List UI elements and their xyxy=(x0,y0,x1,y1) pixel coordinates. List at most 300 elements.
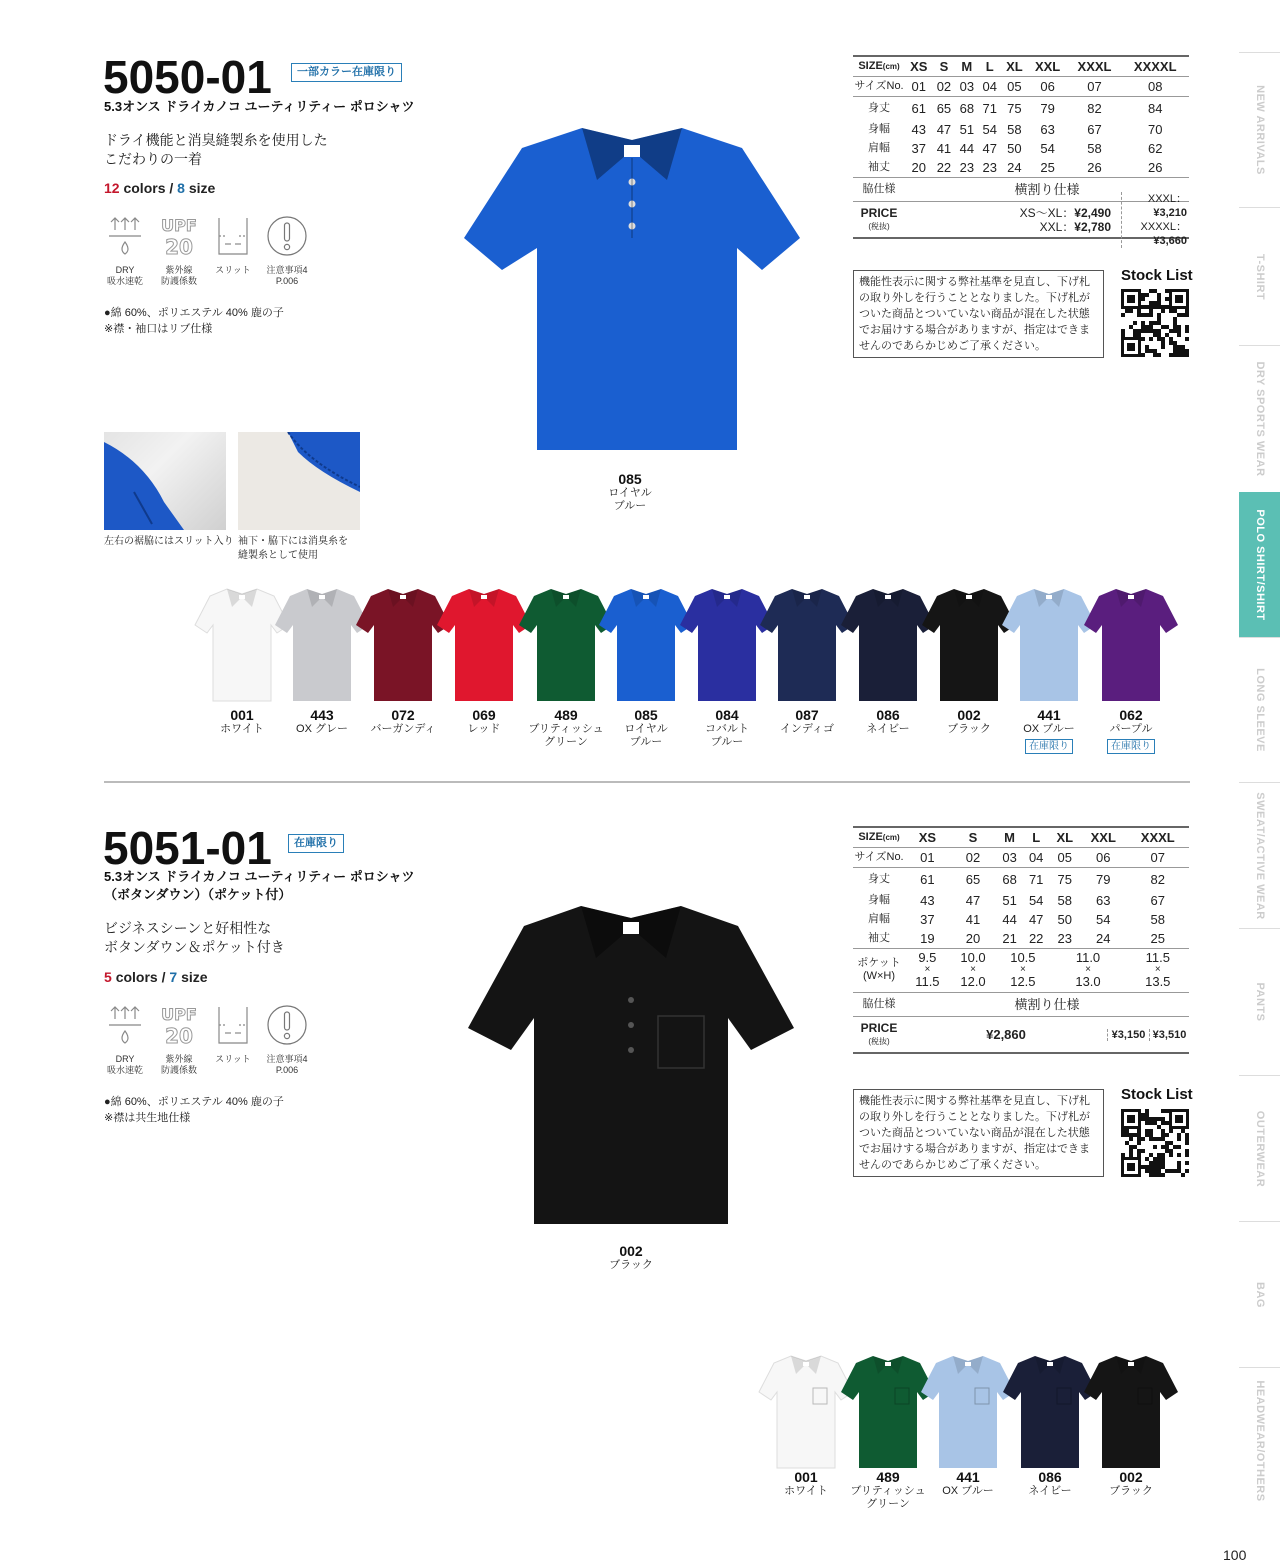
feature-label-line2: 防護係数 xyxy=(160,276,197,286)
swatch-stock-tag: 在庫限り xyxy=(1025,739,1073,754)
product1-stock-qr-code[interactable] xyxy=(1121,289,1189,362)
product1-tag-notice: 機能性表示に関する弊社基準を見直し、下げ札の取り外しを行うこととなりました。下げ札がついた商品とついていない商品が混在した状態でお届けする場合がありますが、指定はできませんのであらかじめご了承ください。 xyxy=(853,270,1104,358)
measurement-cell: 70 xyxy=(1147,121,1163,137)
swatch-name: ホワイト xyxy=(220,723,264,735)
product2-main-shirt-image xyxy=(466,900,796,1235)
measurement-cell: 68 xyxy=(959,100,975,116)
size-number-cell: 03 xyxy=(996,848,1023,868)
product2-price-xxl: ¥3,150 xyxy=(1107,1029,1149,1041)
measurement-cell: 23 xyxy=(1049,929,1080,949)
measurement-cell: 84 xyxy=(1147,100,1163,116)
size-header-cell: M xyxy=(955,57,978,77)
measurement-cell: 41 xyxy=(936,140,952,156)
swatch-code: 489 xyxy=(554,707,578,723)
size-header-cell: XXXL xyxy=(1068,57,1122,77)
product2-price-label xyxy=(853,1021,905,1049)
size-header-cell: XXXL xyxy=(1127,828,1189,848)
pocket-height: 12.0 xyxy=(960,974,986,989)
product2-price-xxxl: ¥3,510 xyxy=(1149,1029,1189,1041)
size-number-cell: 04 xyxy=(978,77,1001,97)
product1-main-color-name2: ブルー xyxy=(613,500,647,512)
pocket-size-cell xyxy=(950,948,997,992)
product1-seam-detail-photo xyxy=(238,432,360,530)
caution-icon xyxy=(264,213,310,259)
product2-stock-qr-code[interactable] xyxy=(1121,1109,1189,1182)
product2-size-table xyxy=(853,828,1189,1016)
size-header-cell: L xyxy=(1023,828,1050,848)
upf-number: 20 xyxy=(165,235,193,258)
sidebar-tab-label: NEW ARRIVALS xyxy=(1253,85,1266,175)
measurement-cell: 82 xyxy=(1087,100,1102,116)
size-unit: (cm) xyxy=(882,833,900,842)
color-swatch[interactable] xyxy=(442,708,526,736)
dry-arrows-feature xyxy=(102,1002,148,1076)
size-word: SIZE xyxy=(858,60,883,72)
measurement-cell: 47 xyxy=(965,892,981,908)
measurement-cell: 44 xyxy=(1002,911,1017,927)
product2-desc-line1: ビジネスシーンと好相性な xyxy=(104,920,272,936)
sidebar-tab-label: BAG xyxy=(1253,1281,1266,1308)
swatch-code: 001 xyxy=(230,707,254,723)
measurement-cell: 71 xyxy=(982,100,997,116)
side-seam-value: 横割り仕様 xyxy=(1014,181,1080,197)
slit-icon xyxy=(210,213,256,259)
sidebar-tab-dry-sports-wear[interactable] xyxy=(1239,345,1280,492)
product1-seam-caption xyxy=(238,535,348,563)
measurement-cell: 41 xyxy=(965,911,981,927)
swatch-code: 086 xyxy=(876,707,900,723)
measurement-label: 身丈 xyxy=(868,101,890,114)
size-unit: (cm) xyxy=(882,62,900,71)
slit-feature xyxy=(210,1002,256,1076)
product1-feature-icons xyxy=(102,213,310,287)
product1-stock-list-title: Stock List xyxy=(1121,267,1193,284)
product2-size-table-wrap xyxy=(853,826,1189,1054)
product1-price-value2: ¥2,780 xyxy=(1074,219,1111,234)
swatch-code: 069 xyxy=(472,707,496,723)
color-swatch[interactable] xyxy=(200,708,284,736)
product1-price-value3: ¥3,210 xyxy=(1153,206,1187,219)
product1-model-number: 5050-01 xyxy=(103,51,272,103)
product2-subtitle-line2: （ボタンダウン）（ポケット付） xyxy=(104,887,292,902)
pocket-width: 10.0 xyxy=(960,950,986,965)
color-swatch[interactable] xyxy=(764,1470,848,1498)
color-swatch[interactable] xyxy=(604,708,688,749)
slit-feature xyxy=(210,213,256,287)
feature-label-line1: 紫外線 xyxy=(165,1054,193,1064)
upf-20-icon xyxy=(156,213,202,259)
swatch-name-line2: グリーン xyxy=(544,736,588,748)
product2-subtitle xyxy=(104,868,415,904)
product1-price-tax: (税抜) xyxy=(868,221,890,231)
product1-size-table-wrap xyxy=(853,55,1189,247)
product1-desc-line1: ドライ機能と消臭縫製糸を使用した xyxy=(104,132,328,148)
product1-material-line2: ※襟・袖口はリブ仕様 xyxy=(104,323,213,335)
upf-number: 20 xyxy=(165,1024,193,1047)
color-swatch[interactable] xyxy=(280,708,364,736)
pocket-size-cell xyxy=(996,948,1049,992)
slit-icon xyxy=(210,1002,256,1048)
swatch-stock-tag: 在庫限り xyxy=(1107,739,1155,754)
size-number-cell: 05 xyxy=(1001,77,1027,97)
swatch-name: ブリティッシュ xyxy=(528,723,604,735)
product1-price-main xyxy=(905,206,1121,234)
product1-slit-detail-photo xyxy=(104,432,226,530)
product1-main-color-label xyxy=(585,472,675,513)
size-number-cell: 08 xyxy=(1121,77,1189,97)
feature-label-line2: 吸水速乾 xyxy=(106,276,143,286)
measurement-cell: 22 xyxy=(1023,929,1050,949)
pocket-times: × xyxy=(1085,964,1091,975)
size-header-cell: S xyxy=(932,57,955,77)
product1-main-color-name1: ロイヤル xyxy=(608,487,652,499)
sidebar-tab-outerwear[interactable] xyxy=(1239,1075,1280,1221)
sidebar-tab-label: POLO SHIRT/SHIRT xyxy=(1253,508,1266,621)
color-swatch[interactable] xyxy=(1089,1470,1173,1498)
size-number-cell: 06 xyxy=(1028,77,1068,97)
sidebar-tab-headwear-others[interactable] xyxy=(1239,1367,1280,1514)
sidebar-tab-long-sleeve[interactable] xyxy=(1239,637,1280,782)
section-divider xyxy=(104,781,1190,783)
sidebar-tab-label: HEADWEAR/OTHERS xyxy=(1253,1380,1266,1502)
pocket-height: 12.5 xyxy=(1010,974,1036,989)
product2-price-row xyxy=(853,1016,1189,1054)
measurement-cell: 43 xyxy=(920,892,935,908)
product2-main-color-label xyxy=(586,1244,676,1272)
size-number-cell: 02 xyxy=(950,848,997,868)
side-seam-label: 脇仕様 xyxy=(862,997,896,1010)
measurement-cell: 58 xyxy=(1007,121,1022,137)
product2-main-color-name: ブラック xyxy=(609,1259,653,1271)
size-number-cell: 04 xyxy=(1023,848,1050,868)
pocket-times: × xyxy=(1154,964,1161,975)
pocket-width: 10.5 xyxy=(1010,950,1036,965)
color-swatch[interactable] xyxy=(1008,1470,1092,1498)
product2-colors-word: colors / xyxy=(115,969,166,985)
product1-price-size2: XXL： xyxy=(1039,219,1075,234)
measurement-cell: 63 xyxy=(1096,892,1111,908)
swatch-code: 087 xyxy=(795,707,819,723)
measurement-cell: 47 xyxy=(1028,911,1044,927)
feature-label-line2: 吸水速乾 xyxy=(106,1065,143,1075)
measurement-cell: 61 xyxy=(911,100,926,116)
product2-tag-notice: 機能性表示に関する弊社基準を見直し、下げ札の取り外しを行うこととなりました。下げ札がついた商品とついていない商品が混在した状態でお届けする場合がありますが、指定はできませんのであらかじめご了承ください。 xyxy=(853,1089,1104,1177)
size-header-cell: XXL xyxy=(1080,828,1127,848)
swatch-code: 085 xyxy=(634,707,658,723)
product1-colors-word: colors / xyxy=(123,180,174,196)
swatch-shirt-image xyxy=(1083,585,1179,708)
measurement-label: 身幅 xyxy=(868,122,890,135)
product2-material xyxy=(104,1094,284,1126)
measurement-cell: 65 xyxy=(936,100,952,116)
product2-material-line2: ※襟は共生地仕様 xyxy=(104,1112,191,1124)
measurement-cell: 75 xyxy=(1057,871,1072,887)
swatch-name: ネイビー xyxy=(866,723,910,735)
measurement-cell: 50 xyxy=(1057,911,1072,927)
color-swatch[interactable] xyxy=(846,708,930,736)
pocket-label-line1: ポケット xyxy=(857,957,901,969)
product2-size-word: size xyxy=(181,969,208,985)
measurement-cell: 51 xyxy=(959,121,975,137)
feature-label-line1: 紫外線 xyxy=(165,265,193,275)
swatch-code: 002 xyxy=(957,707,981,723)
sidebar-tab-polo-shirt-shirt[interactable] xyxy=(1239,492,1280,637)
side-seam-value: 横割り仕様 xyxy=(1014,996,1080,1012)
product1-price-size3: XXXL： xyxy=(1147,192,1187,205)
pocket-width: 11.0 xyxy=(1075,950,1101,965)
measurement-cell: 37 xyxy=(920,911,935,927)
sidebar-tab-new-arrivals[interactable] xyxy=(1239,52,1280,207)
product1-description xyxy=(104,131,328,169)
measurement-label: 袖丈 xyxy=(853,158,905,178)
product2-feature-icons xyxy=(102,1002,310,1076)
swatch-code: 002 xyxy=(1119,1469,1143,1485)
product2-stock-list-title: Stock List xyxy=(1121,1086,1193,1103)
product2-size-count: 7 xyxy=(169,969,178,985)
measurement-cell: 68 xyxy=(1002,871,1017,887)
measurement-cell: 25 xyxy=(1127,929,1189,949)
feature-label-line1: DRY xyxy=(115,1054,135,1064)
size-number-cell: 02 xyxy=(932,77,955,97)
swatch-code: 072 xyxy=(391,707,415,723)
product1-price-value4: ¥3,660 xyxy=(1153,234,1187,247)
swatch-name: OX グレー xyxy=(296,723,348,735)
sidebar-tab-label: PANTS xyxy=(1253,982,1266,1022)
size-header-cell: XL xyxy=(1001,57,1027,77)
swatch-name: ブラック xyxy=(1109,1485,1153,1497)
swatch-name: バーガンディ xyxy=(370,723,436,735)
color-swatch[interactable] xyxy=(927,708,1011,736)
measurement-cell: 44 xyxy=(959,140,975,156)
feature-label-line1: スリット xyxy=(215,265,251,275)
size-number-cell: 01 xyxy=(905,77,932,97)
size-number-cell: 03 xyxy=(955,77,978,97)
measurement-cell: 58 xyxy=(1087,140,1102,156)
product2-desc-line2: ボタンダウン＆ポケット付き xyxy=(104,939,285,955)
pocket-height: 13.5 xyxy=(1145,974,1171,989)
upf-20-feature xyxy=(156,213,202,287)
size-header-label xyxy=(853,57,905,77)
upf-20-feature xyxy=(156,1002,202,1076)
caution-feature xyxy=(264,213,310,287)
color-swatch[interactable] xyxy=(926,1470,1010,1498)
measurement-label: 袖丈 xyxy=(853,929,905,949)
pocket-times: × xyxy=(970,964,976,975)
measurement-cell: 54 xyxy=(1028,892,1044,908)
measurement-cell: 21 xyxy=(996,929,1023,949)
swatch-name-line2: ブルー xyxy=(710,736,744,748)
measurement-cell: 61 xyxy=(920,871,935,887)
color-swatch[interactable] xyxy=(685,708,769,749)
product2-colors-sizes xyxy=(104,969,208,985)
swatch-code: 001 xyxy=(794,1469,818,1485)
measurement-cell: 23 xyxy=(955,158,978,178)
feature-label-line1: DRY xyxy=(115,265,135,275)
swatch-name: ブラック xyxy=(947,723,991,735)
size-header-cell: XL xyxy=(1049,828,1080,848)
pocket-label-line2: (W×H) xyxy=(862,970,896,982)
swatch-name: OX ブルー xyxy=(942,1485,994,1497)
color-swatch[interactable] xyxy=(361,708,445,736)
sidebar-tab-label: T-SHIRT xyxy=(1253,253,1266,300)
measurement-cell: 43 xyxy=(911,121,926,137)
product1-seam-caption-line2: 縫製糸として使用 xyxy=(238,550,318,561)
feature-label-line1: 注意事項4 xyxy=(266,265,308,275)
pocket-times: × xyxy=(1019,964,1026,975)
size-header-cell: XS xyxy=(905,828,950,848)
product2-price-tax: (税抜) xyxy=(868,1036,890,1046)
swatch-name: パープル xyxy=(1109,723,1153,735)
size-header-cell: M xyxy=(996,828,1023,848)
sidebar-tab-label: LONG SLEEVE xyxy=(1253,668,1266,752)
product1-seam-caption-line1: 袖下・脇下には消臭糸を xyxy=(238,536,348,547)
product1-main-shirt-image xyxy=(462,120,802,465)
swatch-name: OX ブルー xyxy=(1023,723,1075,735)
product2-subtitle-line1: 5.3オンス ドライカノコ ユーティリティー ポロシャツ xyxy=(104,869,415,884)
swatch-name-line2: グリーン xyxy=(866,1498,910,1510)
product1-price-large xyxy=(1121,192,1189,248)
swatch-name-line2: ブルー xyxy=(629,736,663,748)
measurement-cell: 82 xyxy=(1150,871,1165,887)
swatch-name: ロイヤル xyxy=(624,723,668,735)
page-number: 100 xyxy=(1223,1547,1247,1563)
measurement-cell: 50 xyxy=(1007,140,1022,156)
product2-price-word: PRICE xyxy=(860,1020,898,1035)
color-swatch[interactable] xyxy=(524,708,608,749)
measurement-cell: 26 xyxy=(1121,158,1189,178)
measurement-cell: 67 xyxy=(1150,892,1165,908)
swatch-name: コバルト xyxy=(705,723,749,735)
product1-size-count: 8 xyxy=(177,180,185,196)
swatch-code: 062 xyxy=(1119,707,1143,723)
upf-label: UPF xyxy=(161,1005,197,1024)
size-header-label xyxy=(853,828,905,848)
caution-feature xyxy=(264,1002,310,1076)
feature-label-line2: 防護係数 xyxy=(160,1065,197,1075)
product1-size-word: size xyxy=(188,180,216,196)
color-swatch[interactable] xyxy=(846,1470,930,1511)
product2-stock-badge: 在庫限り xyxy=(288,834,344,853)
measurement-cell: 58 xyxy=(1150,911,1165,927)
measurement-cell: 67 xyxy=(1087,121,1102,137)
size-header-cell: S xyxy=(950,828,997,848)
measurement-cell: 79 xyxy=(1040,100,1055,116)
pocket-width: 9.5 xyxy=(918,950,937,965)
sidebar-tab-pants[interactable] xyxy=(1239,928,1280,1075)
measurement-cell: 25 xyxy=(1028,158,1068,178)
feature-label-line1: 注意事項4 xyxy=(266,1054,308,1064)
upf-20-icon xyxy=(156,1002,202,1048)
swatch-code: 441 xyxy=(956,1469,980,1485)
product2-model-number: 5051-01 xyxy=(103,822,272,874)
measurement-cell: 19 xyxy=(905,929,950,949)
sidebar-tab-bag[interactable] xyxy=(1239,1221,1280,1367)
product1-size-table xyxy=(853,57,1189,201)
product1-material-line1: ●綿 60%、ポリエステル 40% 鹿の子 xyxy=(104,307,284,319)
product1-price-word: PRICE xyxy=(860,205,898,220)
product1-material xyxy=(104,305,284,337)
sidebar-tab-sweat-active-wear[interactable] xyxy=(1239,782,1280,928)
measurement-cell: 75 xyxy=(1007,100,1022,116)
measurement-label: 肩幅 xyxy=(868,912,890,925)
measurement-cell: 37 xyxy=(911,140,926,156)
size-number-label: サイズNo. xyxy=(853,848,905,868)
product1-price-row xyxy=(853,192,1189,247)
measurement-label: 肩幅 xyxy=(868,141,890,154)
color-swatch[interactable] xyxy=(1007,708,1091,754)
sidebar-tab-label: SWEAT/ACTIVE WEAR xyxy=(1253,791,1266,920)
feature-label-line2: P.006 xyxy=(275,1065,299,1075)
feature-label-line1: スリット xyxy=(215,1054,251,1064)
measurement-cell: 54 xyxy=(1040,140,1055,156)
caution-icon xyxy=(264,1002,310,1048)
measurement-cell: 20 xyxy=(950,929,997,949)
measurement-cell: 22 xyxy=(932,158,955,178)
measurement-cell: 20 xyxy=(905,158,932,178)
pocket-size-cell xyxy=(1049,948,1126,992)
product2-price-main: ¥2,860 xyxy=(986,1027,1026,1042)
swatch-code: 489 xyxy=(876,1469,900,1485)
product1-price-size1: XS～XL： xyxy=(1019,205,1075,220)
size-number-cell: 05 xyxy=(1049,848,1080,868)
measurement-cell: 54 xyxy=(1096,911,1111,927)
swatch-name: レッド xyxy=(467,723,501,735)
product1-desc-line2: こだわりの一着 xyxy=(104,151,202,167)
size-header-cell: L xyxy=(978,57,1001,77)
swatch-name: インディゴ xyxy=(779,723,835,735)
dry-arrows-icon xyxy=(102,213,148,259)
sidebar-tab-label: DRY SPORTS WEAR xyxy=(1253,361,1266,477)
upf-label: UPF xyxy=(161,216,197,235)
pocket-height: 11.5 xyxy=(915,974,940,989)
sidebar-tab-t-shirt[interactable] xyxy=(1239,207,1280,345)
product1-main-color-code: 085 xyxy=(618,471,642,487)
pocket-size-cell xyxy=(905,948,950,992)
color-swatch[interactable] xyxy=(1089,708,1173,754)
measurement-cell: 47 xyxy=(982,140,997,156)
feature-label-line2: P.006 xyxy=(275,276,299,286)
product2-main-color-code: 002 xyxy=(619,1243,643,1259)
product1-price-value1: ¥2,490 xyxy=(1074,205,1111,220)
size-number-cell: 07 xyxy=(1068,77,1122,97)
measurement-cell: 51 xyxy=(1002,892,1017,908)
product1-price-size4: XXXXL： xyxy=(1140,220,1187,233)
product1-subtitle: 5.3オンス ドライカノコ ユーティリティー ポロシャツ xyxy=(104,99,415,114)
side-seam-label: 脇仕様 xyxy=(862,182,896,195)
size-word: SIZE xyxy=(858,831,883,843)
measurement-cell: 79 xyxy=(1096,871,1111,887)
measurement-cell: 26 xyxy=(1068,158,1122,178)
color-swatch[interactable] xyxy=(765,708,849,736)
product2-color-count: 5 xyxy=(104,969,112,985)
swatch-name: ブリティッシュ xyxy=(850,1485,926,1497)
dry-arrows-icon xyxy=(102,1002,148,1048)
measurement-cell: 23 xyxy=(978,158,1001,178)
size-header-cell: XXL xyxy=(1028,57,1068,77)
measurement-label: 身丈 xyxy=(868,872,890,885)
sidebar-tab-label: OUTERWEAR xyxy=(1253,1110,1266,1187)
measurement-cell: 71 xyxy=(1028,871,1044,887)
measurement-cell: 62 xyxy=(1147,140,1163,156)
pocket-size-cell xyxy=(1127,948,1189,992)
swatch-code: 443 xyxy=(310,707,334,723)
pocket-height: 13.0 xyxy=(1075,974,1101,989)
measurement-label: 身幅 xyxy=(868,893,890,906)
measurement-cell: 58 xyxy=(1057,892,1072,908)
size-number-cell: 07 xyxy=(1127,848,1189,868)
measurement-cell: 63 xyxy=(1040,121,1055,137)
pocket-width: 11.5 xyxy=(1145,950,1170,965)
